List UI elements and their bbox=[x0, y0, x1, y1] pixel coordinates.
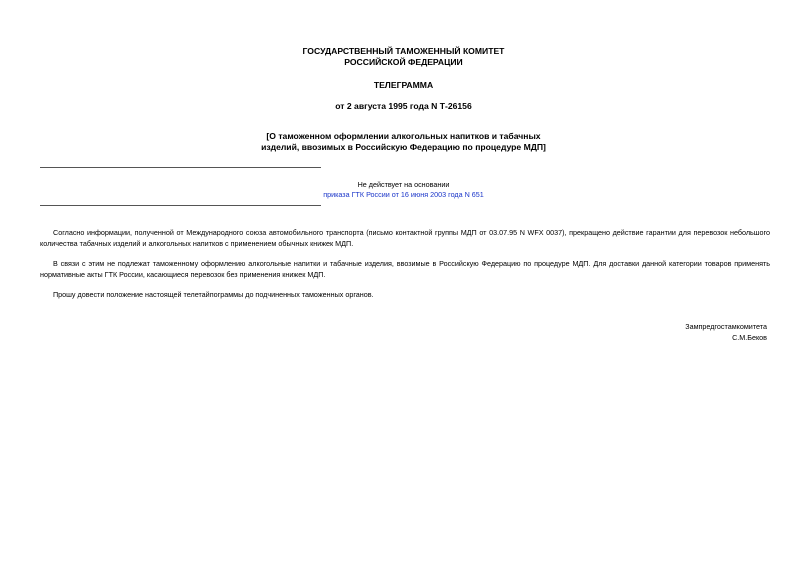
paragraph-3: Прошу довести положение настоящей телетайпограммы до подчиненных таможенных органов. bbox=[53, 290, 374, 299]
divider-bottom bbox=[40, 205, 321, 206]
repeal-order-link[interactable]: приказа ГТК России от 16 июня 2003 года N 651 bbox=[323, 190, 484, 199]
status-note-link-row bbox=[0, 190, 807, 200]
document-type: ТЕЛЕГРАММА bbox=[373, 80, 434, 90]
org-name-line2: РОССИЙСКОЙ ФЕДЕРАЦИИ bbox=[344, 57, 463, 67]
document-title-line1: [О таможенном оформлении алкогольных напитков и табачных bbox=[266, 131, 541, 141]
divider-top bbox=[40, 167, 321, 168]
org-name-line1: ГОСУДАРСТВЕННЫЙ ТАМОЖЕННЫЙ КОМИТЕТ bbox=[302, 46, 505, 56]
signatory-position: Зампредгостамкомитета bbox=[685, 322, 767, 331]
paragraph-2: В связи с этим не подлежат таможенному оформлению алкогольные напитки и табачные изделия, ввозимые в Российскую Федерацию по процедуре МДП. Для доставки данной категории товаров применять нормативные акты ГТК России, касающиеся перевозок без применения книжек МДП. bbox=[40, 259, 770, 279]
paragraph-1: Согласно информации, полученной от Международного союза автомобильного транспорта (письмо контактной группы МДП от 03.07.95 N WFX 0037), прекращено действие гарантии для перевозок небольшого количества табачных изделий и алкогольных напитков с применением обычных книжек МДП. bbox=[40, 228, 770, 248]
document-date: от 2 августа 1995 года N Т-26156 bbox=[335, 101, 472, 111]
document-title-line2: изделий, ввозимых в Российскую Федерацию по процедуре МДП] bbox=[261, 142, 546, 152]
status-note-text: Не действует на основании bbox=[357, 180, 450, 189]
signatory-name: С.М.Беков bbox=[732, 333, 767, 342]
